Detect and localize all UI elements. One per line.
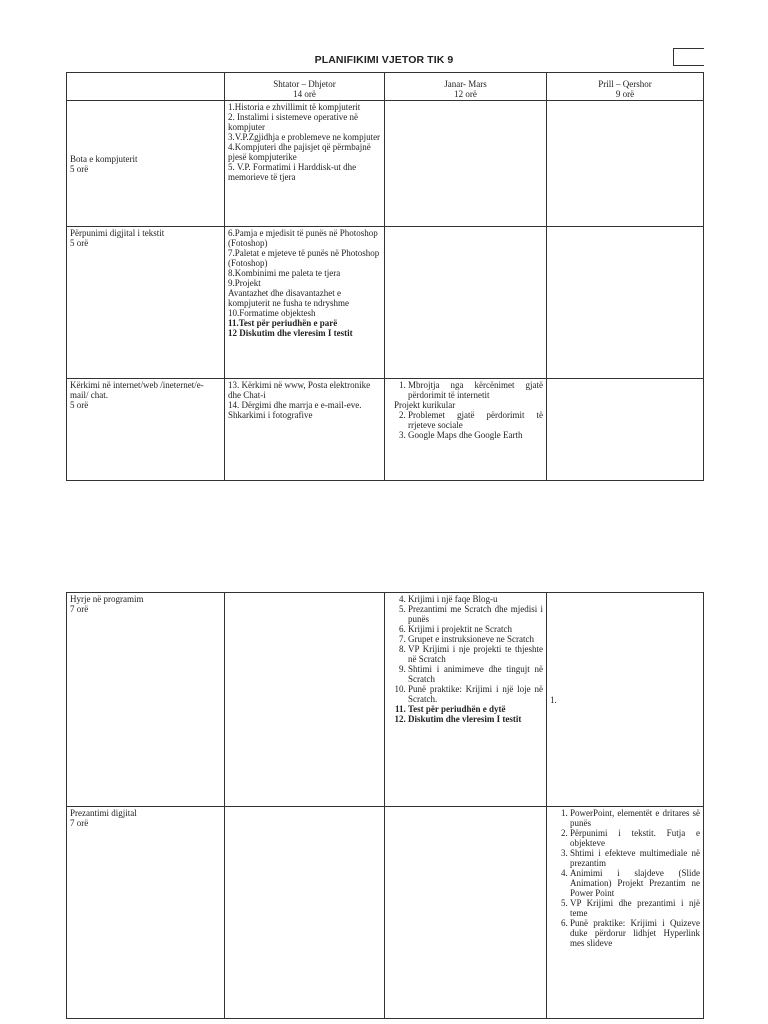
plan-table-1 xyxy=(66,72,704,481)
lesson-item: 3.V.P.Zgjidhja e problemeve ne kompjuter xyxy=(228,132,381,142)
table-row xyxy=(67,593,704,807)
lesson-item: 1. PowerPoint, elementët e dritares së punës xyxy=(570,808,700,828)
lesson-list xyxy=(388,410,543,440)
lesson-item-bold: 12 Diskutim dhe vleresim I testit xyxy=(228,328,353,338)
table-row xyxy=(67,227,704,379)
term-hours: 9 orë xyxy=(615,89,635,99)
empty-cell xyxy=(385,227,547,379)
topic-hours: 7 orë xyxy=(70,604,89,614)
header-cell-term1 xyxy=(225,73,385,101)
topic-hours: 5 orë xyxy=(70,400,89,410)
empty-cell xyxy=(225,593,385,807)
lesson-item-bold: 12. Diskutim dhe vleresim I testit xyxy=(408,714,543,724)
corner-box xyxy=(673,48,704,66)
lesson-item: 1. xyxy=(550,694,557,705)
header-cell-term3 xyxy=(547,73,704,101)
lesson-item: 4. Animimi i slajdeve (Slide Animation) Projekt Prezantim ne Power Point xyxy=(570,868,700,898)
lesson-item: 4.Kompjuteri dhe pajisjet që përmbajnë pjesë kompjuterike xyxy=(228,142,371,162)
empty-cell xyxy=(547,379,704,481)
topic-name: Prezantimi digjital xyxy=(70,808,137,818)
lesson-item: 13. Kërkimi në www, Posta elektronike dhe Chat-i xyxy=(228,380,371,400)
lesson-item: 5. VP Krijimi dhe prezantimi i një teme xyxy=(570,898,700,918)
table-header-row xyxy=(67,73,704,101)
lesson-item: 1. Mbrojtja nga kërcënimet gjatë përdorimit të internetit xyxy=(408,380,543,400)
lesson-item: 2. Instalimi i sistemeve operative në kompjuter xyxy=(228,112,358,132)
lesson-item: 4. Krijimi i një faqe Blog-u xyxy=(408,594,543,604)
lesson-list xyxy=(550,808,700,948)
topic-cell xyxy=(67,101,225,227)
plan-table-2 xyxy=(66,592,704,1019)
term-name: Shtator – Dhjetor xyxy=(273,79,336,89)
term-hours: 12 orë xyxy=(454,89,477,99)
lesson-cell xyxy=(547,807,704,1019)
table-row xyxy=(67,379,704,481)
topic-cell xyxy=(67,807,225,1019)
lesson-item: 2. Problemet gjatë përdorimit të rrjeteve sociale xyxy=(408,410,543,430)
topic-name: Përpunimi digjital i tekstit xyxy=(70,228,165,238)
lesson-item: 3. Google Maps dhe Google Earth xyxy=(408,430,543,440)
header-cell-empty xyxy=(67,73,225,101)
topic-cell xyxy=(67,593,225,807)
lesson-item: 10. Punë praktike: Krijimi i një loje në Scratch. xyxy=(408,684,543,704)
table-row xyxy=(67,807,704,1019)
lesson-item: 6. Krijimi i projektit ne Scratch xyxy=(408,624,543,634)
lesson-item: 1.Historia e zhvillimit të kompjuterit xyxy=(228,102,361,112)
lesson-list xyxy=(388,380,543,400)
empty-cell xyxy=(385,101,547,227)
lesson-item: 5. Prezantimi me Scratch dhe mjedisi i punës xyxy=(408,604,543,624)
lesson-item: 5. V.P. Formatimi i Harddisk-ut dhe memorieve të tjera xyxy=(228,162,357,182)
project-note: Projekt kurikular xyxy=(394,400,456,410)
lesson-item: 14. Dërgimi dhe marrja e e-mail-eve. Shkarkimi i fotografive xyxy=(228,400,362,420)
lesson-cell xyxy=(225,101,385,227)
lesson-item: 8.Kombinimi me paleta te tjera xyxy=(228,268,341,278)
topic-hours: 5 orë xyxy=(70,163,89,174)
lesson-item-bold: 11.Test për periudhën e parë xyxy=(228,318,338,328)
empty-cell xyxy=(225,807,385,1019)
lesson-item: 6. Punë praktike: Krijimi i Quizeve duke përdorur lidhjet Hyperlink mes slideve xyxy=(570,918,700,948)
topic-name: Bota e kompjuterit xyxy=(70,153,138,164)
lesson-item: 7.Paletat e mjeteve të punës në Photoshop (Fotoshop) xyxy=(228,248,380,268)
lesson-cell xyxy=(385,593,547,807)
lesson-cell xyxy=(547,593,704,807)
lesson-item: 2. Përpunimi i tekstit. Futja e objekteve xyxy=(570,828,700,848)
topic-hours: 5 orë xyxy=(70,238,89,248)
lesson-item: 9.Projekt xyxy=(228,278,261,288)
lesson-list xyxy=(388,594,543,724)
lesson-cell xyxy=(225,227,385,379)
topic-cell xyxy=(67,227,225,379)
page-title: PLANIFIKIMI VJETOR TIK 9 xyxy=(314,54,454,66)
term-name: Janar- Mars xyxy=(444,79,487,89)
table-row xyxy=(67,101,704,227)
empty-cell xyxy=(385,807,547,1019)
lesson-cell xyxy=(385,379,547,481)
lesson-cell xyxy=(225,379,385,481)
lesson-item: 9. Shtimi i animimeve dhe tingujt në Scratch xyxy=(408,664,543,684)
topic-name: Kërkimi në internet/web /ineternet/e-mail/ chat. xyxy=(70,380,204,400)
lesson-item: 6.Pamja e mjedisit të punës në Photoshop (Fotoshop) xyxy=(228,228,378,248)
empty-cell xyxy=(547,101,704,227)
lesson-item: 8. VP Krijimi i nje projekti te thjeshte në Scratch xyxy=(408,644,543,664)
lesson-item: 7. Grupet e instruksioneve ne Scratch xyxy=(408,634,543,644)
term-name: Prill – Qershor xyxy=(598,79,652,89)
lesson-item: 10.Formatime objektesh xyxy=(228,308,316,318)
topic-name: Hyrje në programim xyxy=(70,594,144,604)
lesson-item: 3. Shtimi i efekteve multimediale në prezantim xyxy=(570,848,700,868)
term-hours: 14 orë xyxy=(293,89,316,99)
lesson-item-bold: 11. Test për periudhën e dytë xyxy=(408,704,543,714)
lesson-item: Avantazhet dhe disavantazhet e kompjuterit ne fusha te ndryshme xyxy=(228,288,349,308)
empty-cell xyxy=(547,227,704,379)
topic-hours: 7 orë xyxy=(70,818,89,828)
header-cell-term2 xyxy=(385,73,547,101)
topic-cell xyxy=(67,379,225,481)
